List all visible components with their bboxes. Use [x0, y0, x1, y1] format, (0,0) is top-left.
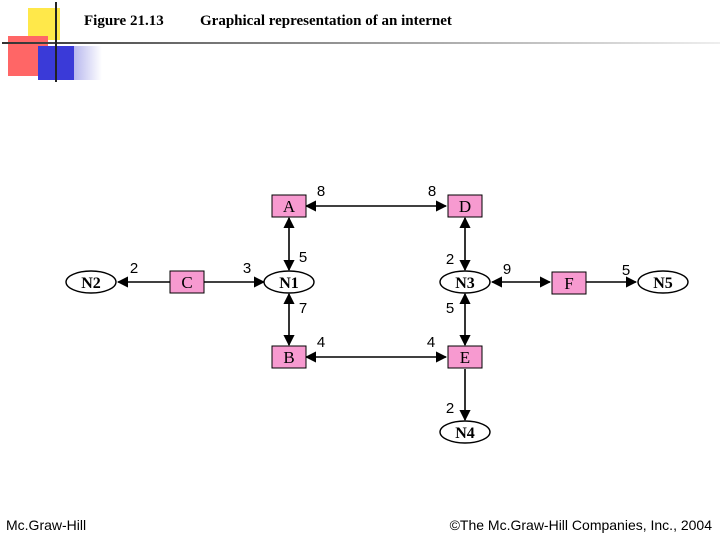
router-C	[170, 271, 204, 293]
network-label: N3	[455, 275, 475, 292]
router-label: C	[181, 273, 193, 292]
cost-label: 2	[445, 400, 455, 417]
cost-label: 5	[445, 300, 455, 317]
router-F	[552, 272, 586, 294]
figure-title: Graphical representation of an internet	[200, 13, 452, 29]
network-label: N2	[81, 275, 101, 292]
network-label: N5	[653, 275, 673, 292]
network-N5	[638, 271, 688, 293]
router-label: F	[564, 274, 574, 293]
cost-label: 8	[427, 183, 437, 200]
router-E	[448, 346, 482, 368]
cost-label: 2	[129, 260, 139, 277]
router-B	[272, 346, 306, 368]
footer-copyright: ©The Mc.Graw-Hill Companies, Inc., 2004	[449, 517, 712, 533]
router-label: E	[459, 348, 471, 367]
cost-label: 9	[502, 261, 512, 278]
cost-label: 4	[426, 334, 436, 351]
cost-label: 7	[298, 300, 308, 317]
cost-label: 2	[445, 251, 455, 268]
network-N2	[66, 271, 116, 293]
cost-label: 3	[242, 260, 252, 277]
network-N4	[440, 421, 490, 443]
cost-label: 8	[316, 183, 326, 200]
router-D	[448, 195, 482, 217]
network-label: N4	[455, 425, 475, 442]
figure-label: Figure 21.13	[84, 13, 164, 29]
router-label: B	[283, 348, 295, 367]
network-N3	[440, 271, 490, 293]
router-label: D	[458, 197, 472, 216]
network-label: N1	[279, 275, 299, 292]
network-N1	[264, 271, 314, 293]
footer-publisher: Mc.Graw-Hill	[6, 517, 87, 533]
cost-label: 5	[298, 249, 308, 266]
cost-label: 5	[621, 262, 631, 279]
cost-labels	[130, 183, 630, 417]
router-label: A	[282, 197, 296, 216]
edges	[118, 206, 636, 420]
cost-label: 4	[316, 334, 326, 351]
router-A	[272, 195, 306, 217]
